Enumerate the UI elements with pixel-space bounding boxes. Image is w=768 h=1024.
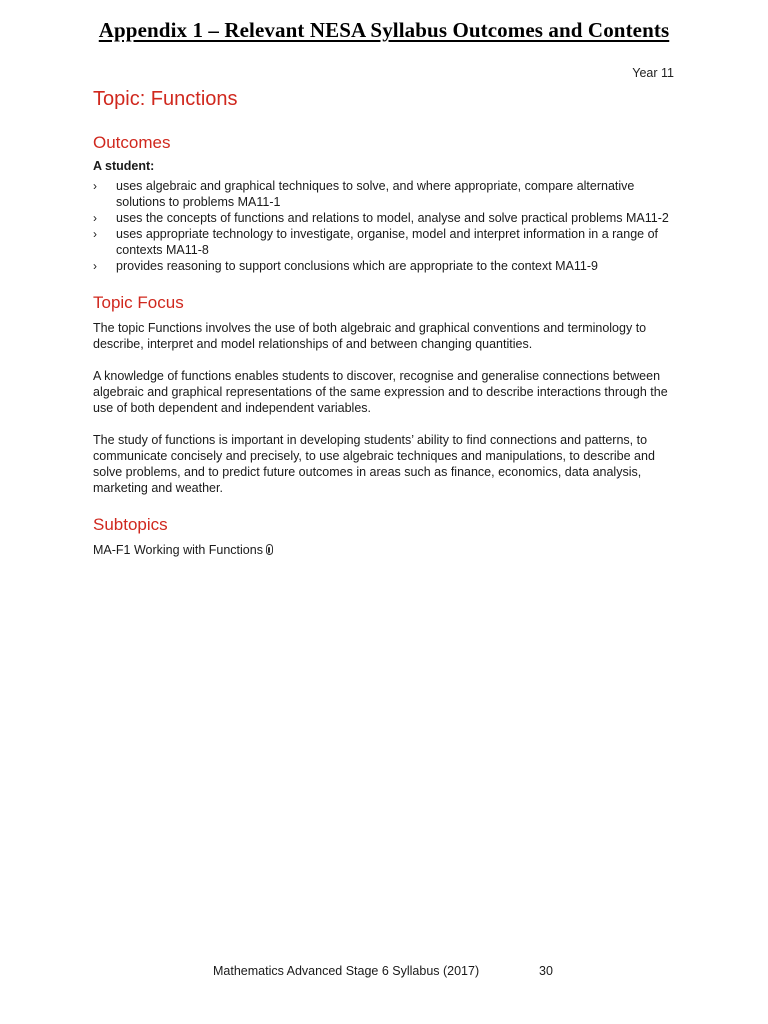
outcome-item (93, 178, 683, 210)
appendix-title: Appendix 1 – Relevant NESA Syllabus Outcomes and Contents (98, 18, 670, 42)
paperclip-icon[interactable] (266, 544, 273, 555)
focus-paragraph: A knowledge of functions enables students to discover, recognise and generalise connections between algebraic and graphical representations of the same expression and to describe interactions through the use of both dependent and independent variables. (93, 369, 668, 415)
subtopic-item (93, 542, 683, 558)
page-number: 30 (539, 964, 553, 978)
outcome-text: uses appropriate technology to investigate, organise, model and interpret information in a range of contexts MA11-8 (116, 227, 658, 257)
focus-paragraph: The study of functions is important in developing students’ ability to find connections and patterns, to communicate concisely and precisely, to use algebraic techniques and manipulations, to describe and solve problems, and to predict future outcomes in areas such as finance, economics, data analysis, marketing and weather. (93, 433, 655, 495)
student-label: A student: (93, 159, 155, 173)
topic-focus-heading: Topic Focus (93, 293, 184, 312)
outcome-item (93, 226, 683, 258)
outcomes-heading: Outcomes (93, 133, 171, 152)
bullet-icon: › (93, 211, 97, 225)
outcome-text: uses algebraic and graphical techniques to solve, and where appropriate, compare alternative solutions to problems MA11-1 (116, 179, 635, 209)
bullet-icon: › (93, 259, 97, 273)
subtopics-heading: Subtopics (93, 515, 168, 534)
outcome-item (93, 258, 683, 274)
bullet-icon: › (93, 227, 97, 241)
page-content (93, 86, 683, 558)
year-label: Year 11 (632, 66, 674, 80)
outcome-item (93, 210, 683, 226)
footer-text: Mathematics Advanced Stage 6 Syllabus (2017) (213, 964, 480, 978)
subtopic-link[interactable]: MA-F1 Working with Functions (93, 543, 263, 557)
outcomes-list (93, 178, 683, 274)
bullet-icon: › (93, 179, 97, 193)
outcome-text: provides reasoning to support conclusions which are appropriate to the context MA11-9 (116, 259, 598, 273)
outcome-text: uses the concepts of functions and relations to model, analyse and solve practical problems MA11-2 (116, 211, 669, 225)
topic-title: Topic: Functions (93, 88, 238, 110)
focus-paragraph: The topic Functions involves the use of both algebraic and graphical conventions and terminology to describe, interpret and model relationships of and between changing quantities. (93, 321, 647, 351)
